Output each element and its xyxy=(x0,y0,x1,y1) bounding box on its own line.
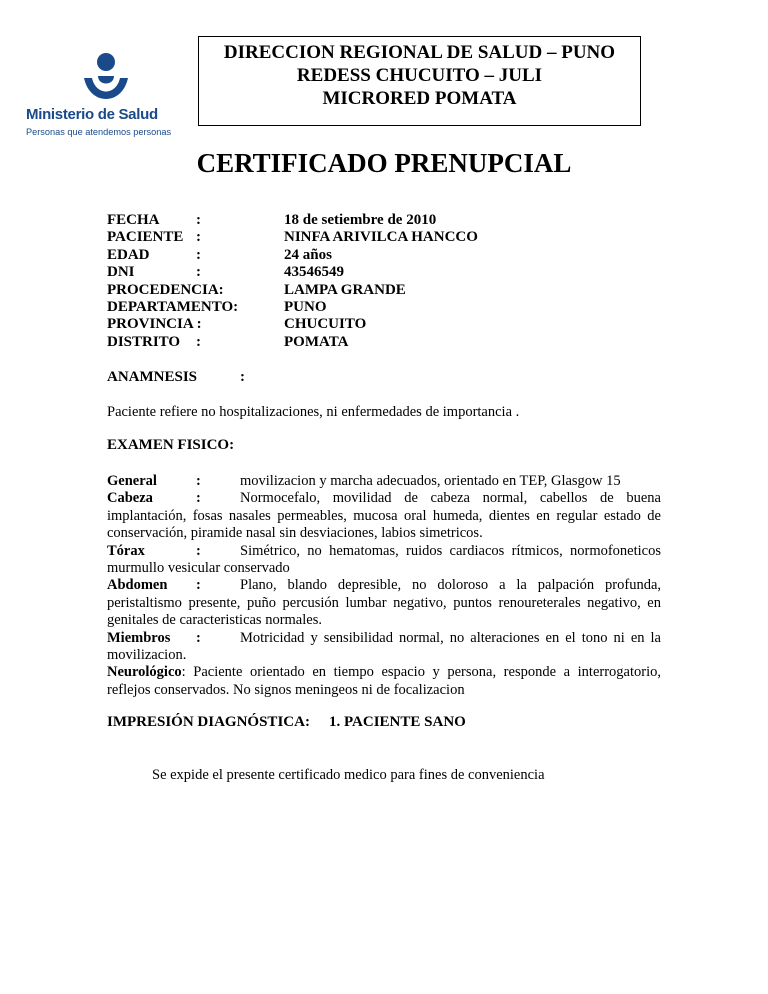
field-colon: : xyxy=(196,333,201,350)
exam-text: Simétrico, no hematomas, ruidos cardiacos rítmicos, normofoneticos murmullo vesicular conservado xyxy=(107,542,661,577)
diagnostico-value: 1. PACIENTE SANO xyxy=(329,714,466,730)
field-value: POMATA xyxy=(284,333,349,350)
field-value: LAMPA GRANDE xyxy=(284,281,406,298)
exam-label: Miembros xyxy=(107,629,171,646)
header-line-3: MICRORED POMATA xyxy=(322,88,517,109)
field-colon: : xyxy=(196,229,201,246)
field-label: DISTRITO xyxy=(107,333,181,350)
exam-label: Neurológico xyxy=(107,664,182,681)
people-icon xyxy=(76,52,136,108)
exam-neurologico xyxy=(107,664,661,699)
logo-brand: Ministerio de Salud xyxy=(26,106,158,123)
closing-statement: Se expide el presente certificado medico para fines de conveniencia xyxy=(152,767,545,783)
anamnesis-heading xyxy=(107,369,245,386)
exam-colon: : xyxy=(196,490,201,507)
field-value: NINFA ARIVILCA HANCCO xyxy=(284,229,478,246)
field-label: PROVINCIA : xyxy=(107,316,202,333)
exam-label: Cabeza xyxy=(107,490,153,507)
diagnostico-label: IMPRESIÓN DIAGNÓSTICA: xyxy=(107,714,310,730)
logo-tagline: Personas que atendemos personas xyxy=(26,127,172,137)
field-colon: : xyxy=(196,246,201,263)
document-title: CERTIFICADO PRENUPCIAL xyxy=(196,148,572,178)
field-colon: : xyxy=(196,264,201,281)
exam-label: General xyxy=(107,473,157,489)
exam-general xyxy=(107,473,661,490)
impresion-diagnostica xyxy=(107,714,466,731)
exam-label: Abdomen xyxy=(107,577,168,594)
exam-colon: : xyxy=(196,577,201,594)
field-value: CHUCUITO xyxy=(284,316,367,333)
examen-heading: EXAMEN FISICO: xyxy=(107,437,235,453)
exam-text: Motricidad y sensibilidad normal, no alteraciones en el tono ni en la movilizacion. xyxy=(107,629,661,664)
exam-text: Plano, blando depresible, no doloroso a la palpación profunda, peristaltismo presente, puño percusión lumbar negativo, puntos renoureterales negativo, en genitales de caracteristicas normales. xyxy=(107,577,661,629)
field-value: 24 años xyxy=(284,246,332,263)
examen-fisico xyxy=(107,473,661,699)
field-label: DEPARTAMENTO: xyxy=(107,298,239,315)
exam-cabeza xyxy=(107,490,661,542)
exam-text: movilizacion y marcha adecuados, orientado en TEP, Glasgow 15 xyxy=(240,473,621,489)
field-value: 18 de setiembre de 2010 xyxy=(284,212,437,228)
exam-miembros xyxy=(107,630,661,665)
header-line-2: REDESS CHUCUITO – JULI xyxy=(296,65,543,86)
field-value: 43546549 xyxy=(284,264,344,281)
exam-colon: : xyxy=(196,542,201,559)
exam-text: Normocefalo, movilidad de cabeza normal, cabellos de buena implantación, fosas nasales permeables, mucosa oral humeda, dientes en regular estado de conservación, piramide nasal sin desviaciones, labios simetricos. xyxy=(107,490,661,542)
ministerio-logo xyxy=(26,52,186,142)
header-line-1: DIRECCION REGIONAL DE SALUD – PUNO xyxy=(223,42,616,63)
field-label: FECHA xyxy=(107,212,160,228)
exam-text: : Paciente orientado en tiempo espacio y persona, responde a interrogatorio, reflejos conservados. No signos meningeos ni de focalizacion xyxy=(107,664,661,698)
field-colon: : xyxy=(196,212,201,228)
institution-header xyxy=(198,36,641,126)
field-value: PUNO xyxy=(284,298,327,315)
field-label: PACIENTE xyxy=(107,229,184,246)
anamnesis-label: ANAMNESIS xyxy=(107,369,198,385)
exam-abdomen xyxy=(107,577,661,629)
field-label: DNI xyxy=(107,264,135,281)
anamnesis-text: Paciente refiere no hospitalizaciones, ni enfermedades de importancia . xyxy=(107,404,520,420)
exam-colon: : xyxy=(196,629,201,646)
anamnesis-colon: : xyxy=(240,369,245,385)
field-label: PROCEDENCIA: xyxy=(107,281,224,298)
exam-label: Tórax xyxy=(107,542,145,559)
field-label: EDAD xyxy=(107,246,150,263)
exam-colon: : xyxy=(196,473,201,489)
exam-torax xyxy=(107,543,661,578)
